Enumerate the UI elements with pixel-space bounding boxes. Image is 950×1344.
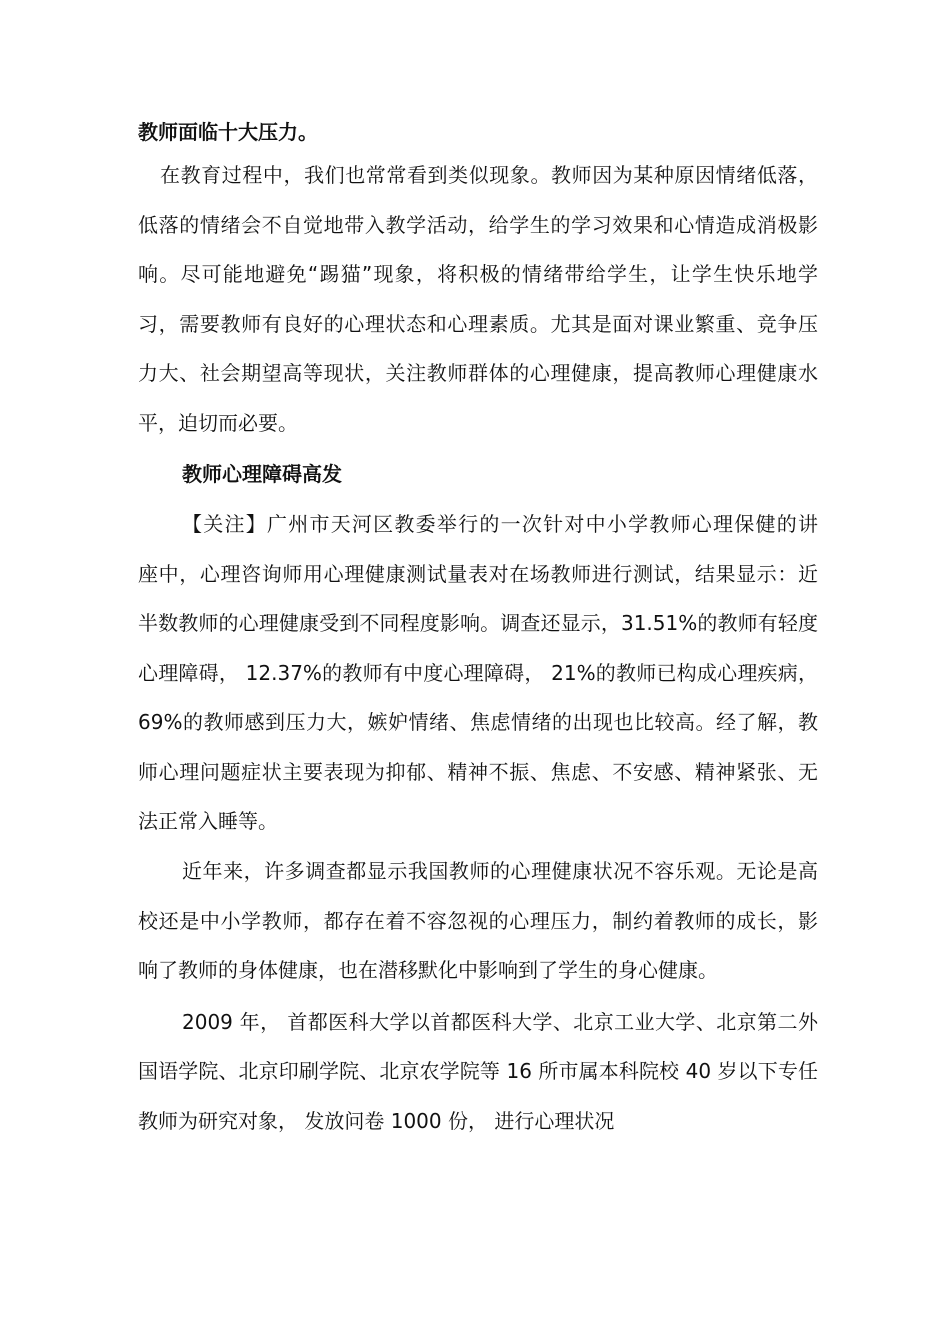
paragraph-line: 师心理问题症状主要表现为抑郁、精神不振、焦虑、不安感、精神紧张、无 (138, 760, 818, 784)
paragraph-line: 校还是中小学教师，都存在着不容忽视的心理压力，制约着教师的成长，影 (138, 909, 818, 933)
paragraph-line: 半数教师的心理健康受到不同程度影响。调查还显示，31.51%的教师有轻度 (138, 611, 818, 635)
main-heading: 教师面临十大压力。 (138, 120, 318, 144)
paragraph-line: 69%的教师感到压力大，嫉妒情绪、焦虑情绪的出现也比较高。经了解，教 (138, 710, 818, 734)
paragraph-line: 座中，心理咨询师用心理健康测试量表对在场教师进行测试，结果显示：近 (138, 562, 818, 586)
paragraph-line: 习，需要教师有良好的心理状态和心理素质。尤其是面对课业繁重、竞争压 (138, 312, 818, 336)
paragraph-line: 力大、社会期望高等现状，关注教师群体的心理健康，提高教师心理健康水 (138, 361, 818, 385)
paragraph-line: 法正常入睡等。 (138, 809, 278, 833)
paragraph-line: 平，迫切而必要。 (138, 411, 298, 435)
paragraph-line: 响了教师的身体健康，也在潜移默化中影响到了学生的身心健康。 (138, 958, 718, 982)
paragraph-line: 2009 年， 首都医科大学以首都医科大学、北京工业大学、北京第二外 (182, 1010, 818, 1034)
paragraph-line: 在教育过程中，我们也常常看到类似现象。教师因为某种原因情绪低落， (160, 163, 818, 187)
paragraph-line: 教师为研究对象， 发放问卷 1000 份， 进行心理状况 (138, 1109, 615, 1133)
section-heading: 教师心理障碍高发 (182, 462, 342, 486)
paragraph-line: 国语学院、北京印刷学院、北京农学院等 16 所市属本科院校 40 岁以下专任 (138, 1059, 818, 1083)
paragraph-line: 低落的情绪会不自觉地带入教学活动，给学生的学习效果和心情造成消极影 (138, 213, 818, 237)
paragraph-line: 响。尽可能地避免“踢猫”现象，将积极的情绪带给学生，让学生快乐地学 (138, 262, 818, 286)
paragraph-line: 心理障碍， 12.37%的教师有中度心理障碍， 21%的教师已构成心理疾病， (138, 661, 818, 685)
paragraph-line: 近年来，许多调查都显示我国教师的心理健康状况不容乐观。无论是高 (182, 859, 818, 883)
paragraph-line: 【关注】广州市天河区教委举行的一次针对中小学教师心理保健的讲 (182, 512, 818, 536)
